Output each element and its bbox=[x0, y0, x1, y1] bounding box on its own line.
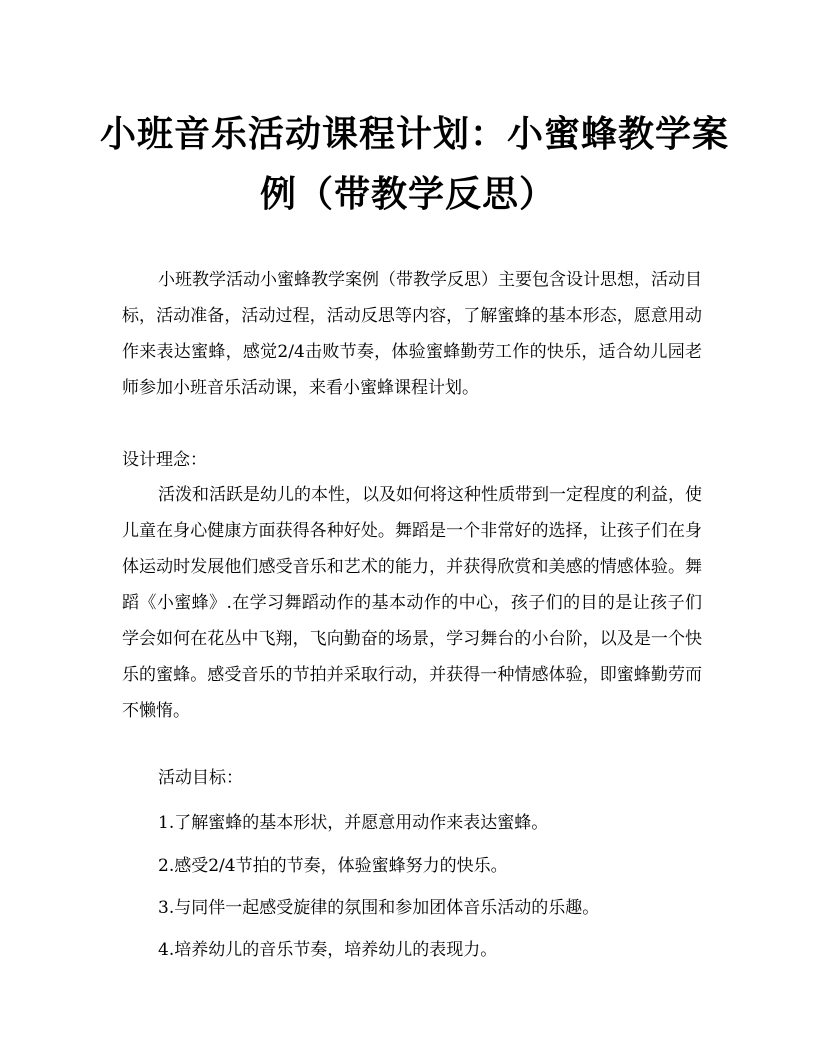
goal-item: 1.了解蜜蜂的基本形状，并愿意用动作来表达蜜蜂。 bbox=[158, 813, 549, 833]
intro-paragraph: 小班教学活动小蜜蜂教学案例（带教学反思）主要包含设计思想，活动目标，活动准备，活动过程，活动反思等内容，了解蜜蜂的基本形态，愿意用动作来表达蜜蜂，感觉2/4击败节奏，体验蜜蜂勤劳工作的快乐，适合幼儿园老师参加小班音乐活动课，来看小蜜蜂课程计划。 bbox=[122, 270, 702, 398]
goal-item: 2.感受2/4节拍的节奏，体验蜜蜂努力的快乐。 bbox=[158, 856, 508, 876]
document-title-line-1: 小班音乐活动课程计划：小蜜蜂教学案 bbox=[100, 113, 730, 155]
document-title-line-2: 例（带教学反思） bbox=[259, 173, 556, 215]
goal-item: 3.与同伴一起感受旋律的氛围和参加团体音乐活动的乐趣。 bbox=[158, 898, 600, 918]
concept-paragraph: 活泼和活跃是幼儿的本性，以及如何将这种性质带到一定程度的利益，使儿童在身心健康方面获得各种好处。舞蹈是一个非常好的选择，让孩子们在身体运动时发展他们感受音乐和艺术的能力，并获得欣赏和美感的情感体验。舞蹈《小蜜蜂》.在学习舞蹈动作的基本动作的中心，孩子们的目的是让孩子们学会如何在花丛中飞翔，飞向勤奋的场景，学习舞台的小台阶，以及是一个快乐的蜜蜂。感受音乐的节拍并采取行动，并获得一种情感体验，即蜜蜂勤劳而不懒惰。 bbox=[122, 485, 702, 721]
concept-heading: 设计理念： bbox=[122, 450, 207, 470]
goal-item: 4.培养幼儿的音乐节奏，培养幼儿的表现力。 bbox=[158, 940, 498, 960]
goals-heading: 活动目标： bbox=[158, 768, 243, 788]
